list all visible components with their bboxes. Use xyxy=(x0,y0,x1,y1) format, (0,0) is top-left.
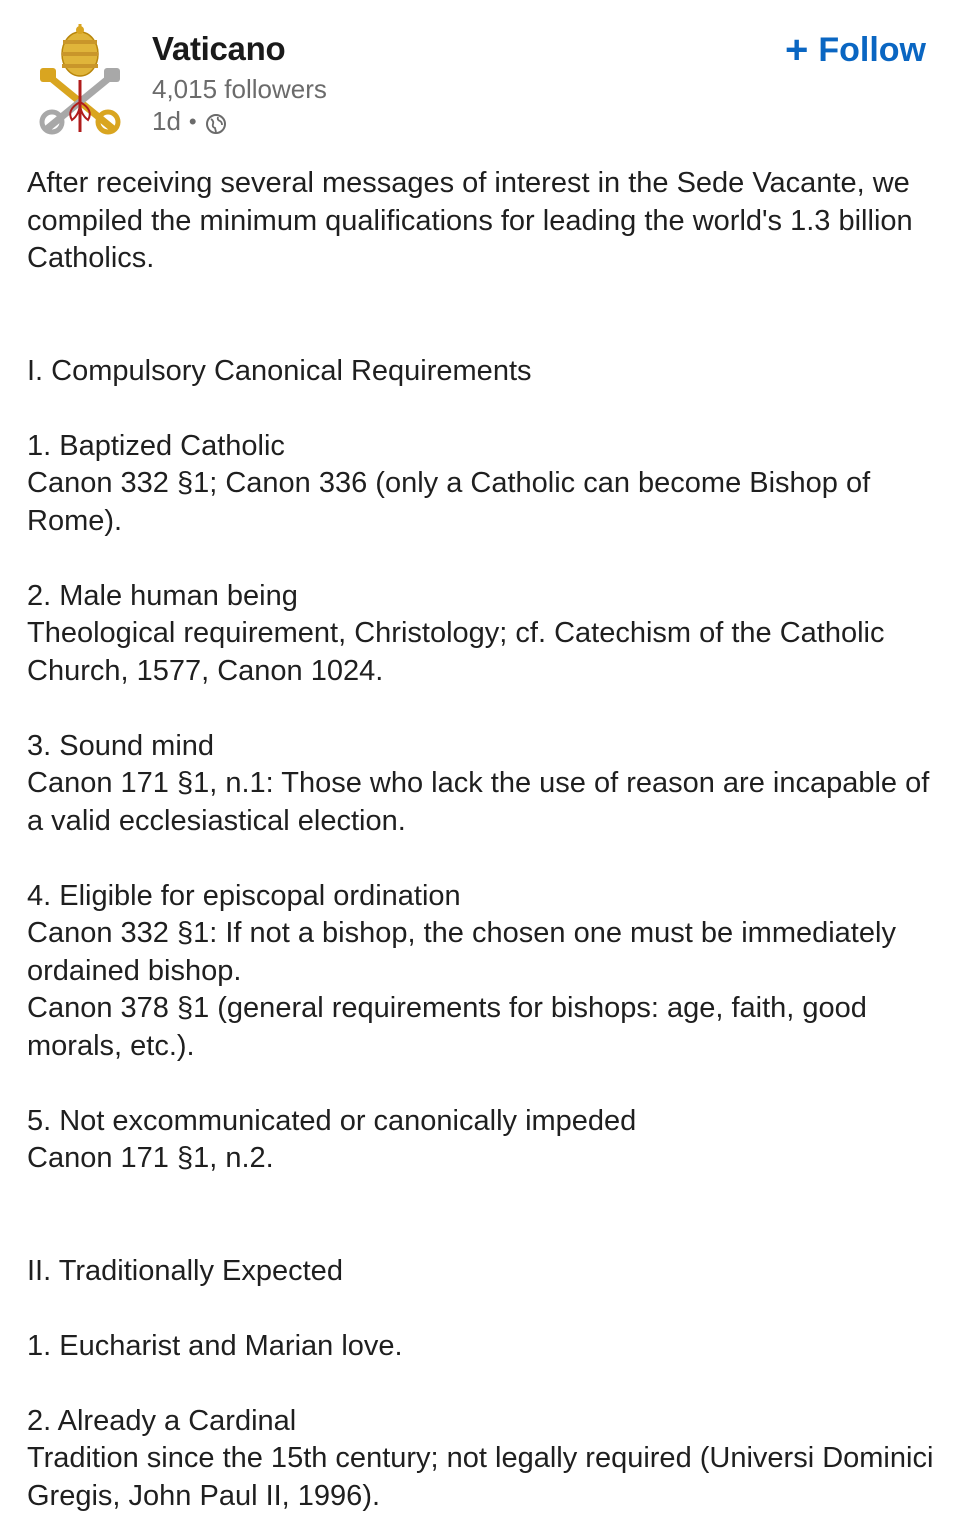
item-title: 3. Sound mind xyxy=(27,729,215,762)
item-title: 1. Eucharist and Marian love. xyxy=(27,1329,403,1362)
item-detail: Theological requirement, Christology; cf. Catechism of the Catholic Church, 1577, Canon 1024. xyxy=(27,617,885,687)
papal-keys-emblem-icon[interactable] xyxy=(36,24,124,136)
author-name[interactable]: Vaticano xyxy=(152,30,286,67)
post-time: 1d xyxy=(152,106,181,136)
globe-icon xyxy=(205,111,227,133)
item-title: 2. Male human being xyxy=(27,579,298,612)
section-heading: I. Compulsory Canonical Requirements xyxy=(27,354,532,387)
section-heading: II. Traditionally Expected xyxy=(27,1254,343,1287)
item-detail: Canon 171 §1, n.2. xyxy=(27,1142,274,1174)
post-body xyxy=(27,165,937,1515)
plus-icon: + xyxy=(784,28,809,72)
item-title: 1. Baptized Catholic xyxy=(27,429,285,462)
follow-button[interactable] xyxy=(785,30,926,70)
meta-separator: • xyxy=(188,108,197,134)
item-title: 5. Not excommunicated or canonically impeded xyxy=(27,1104,637,1137)
item-title: 2. Already a Cardinal xyxy=(27,1404,297,1437)
item-detail: Tradition since the 15th century; not legally required (Universi Dominici Gregis, John Paul II, 1996). xyxy=(27,1442,934,1512)
post-intro: After receiving several messages of interest in the Sede Vacante, we compiled the minimum qualifications for leading the world's 1.3 billion Catholics. xyxy=(27,167,913,274)
item-detail: Canon 332 §1; Canon 336 (only a Catholic can become Bishop of Rome). xyxy=(27,467,871,537)
item-detail: Canon 171 §1, n.1: Those who lack the use of reason are incapable of a valid ecclesiastical election. xyxy=(27,767,930,837)
item-detail: Canon 378 §1 (general requirements for bishops: age, faith, good morals, etc.). xyxy=(27,992,867,1062)
item-detail: Canon 332 §1: If not a bishop, the chosen one must be immediately ordained bishop. xyxy=(27,917,896,987)
item-title: 4. Eligible for episcopal ordination xyxy=(27,879,461,912)
follow-label: Follow xyxy=(818,30,926,69)
follower-count: 4,015 followers xyxy=(152,74,327,104)
post-meta xyxy=(152,106,227,137)
post-header xyxy=(0,0,962,150)
